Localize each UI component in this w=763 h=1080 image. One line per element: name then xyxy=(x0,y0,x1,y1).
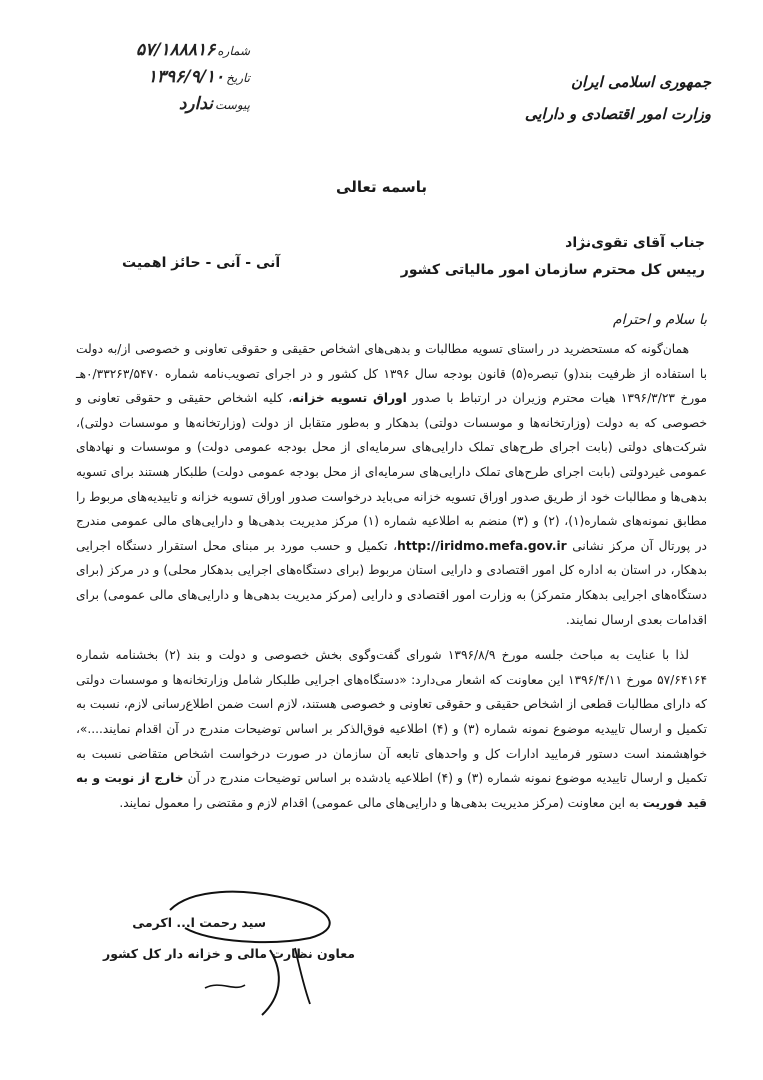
greeting: با سلام و احترام xyxy=(612,312,707,328)
letter-date: ۱۳۹۶/۹/۱۰ xyxy=(147,67,225,87)
recipient-name: جناب آقای تقوی‌نژاد xyxy=(565,235,705,251)
letter-number-label: شماره xyxy=(217,44,250,58)
letterhead-ministry: وزارت امور اقتصادی و دارایی xyxy=(524,105,711,123)
signatory-name: سید رحمت ا... اکرمی xyxy=(132,915,266,930)
recipient-block xyxy=(385,230,705,284)
body-paragraph-1: همان‌گونه که مستحضرید در راستای تسویه مطالبات و بدهی‌های اشخاص حقیقی و حقوقی تعاونی و خصوصی از/به دولت با استفاده از ظرفیت بند(و) تبصره(۵) قانون بودجه سال ۱۳۹۶ کل کشور و در اجرای تصویب‌نامه شماره ۰/۳۳۲۶۳/۵۴۷۰هـ مورخ ۱۳۹۶/۳/۲۳ هیات محترم وزیران در ارتباط با صدور اوراق تسویه خزانه، کلیه اشخاص حقیقی و حقوقی تعاونی و خصوصی که به دولت (وزارتخانه‌ها و موسسات دولتی) بدهکار و به‌طور متقابل از دولت (وزارتخانه‌ها و موسسات دولتی)، شرکت‌های دولتی (بابت اجرای طرح‌های تملک دارایی‌های سرمایه‌ای از محل بودجه عمومی دولت) و موسسات و نهادهای عمومی غیردولتی (بابت اجرای طرح‌های تملک دارایی‌های سرمایه‌ای از محل بودجه عمومی دولت) طلبکار هستند برای تسویه بدهی‌ها و مطالبات خود از طریق صدور اوراق تسویه خزانه می‌باید درخواست صدور اوراق تسویه خزانه و تاییدیه‌های مربوط را مطابق نمونه‌های شماره(۱)، (۲) و (۳) منضم به اطلاعیه شماره (۱) مرکز مدیریت بدهی‌ها و دارایی‌های مالی عمومی مندرج در پورتال آن مرکز نشانی http://iridmo.mefa.gov.ir، تکمیل و حسب مورد بر مبنای محل استقرار دستگاه اجرایی بدهکار، در استان به اداره کل امور اقتصادی و دارایی استان مربوط (برای دستگاه‌های اجرایی بدهکار محلی) و در مرکز (برای دستگاه‌های اجرایی بدهکار متمرکز) به وزارت امور اقتصادی و دارایی (مرکز مدیریت بدهی‌ها و دارایی‌های مالی عمومی) برای اقدامات بعدی ارسال نمایند. xyxy=(76,342,708,627)
letterhead-country: جمهوری اسلامی ایران xyxy=(570,73,711,91)
emphasis-treasury-bonds: اوراق تسویه خزانه xyxy=(292,391,407,406)
letter-number-row xyxy=(100,40,250,67)
body-paragraph-2: لذا با عنایت به مباحث جلسه مورخ ۱۳۹۶/۸/۹ شورای گفت‌وگوی بخش خصوصی و دولت و بند (۲) بخشنامه شماره ۵۷/۶۴۱۶۴ مورخ ۱۳۹۶/۴/۱۱ این معاونت که اشعار می‌دارد: «دستگاه‌های اجرایی طلبکار شامل وزارتخانه‌ها و موسسات دولتی که دارای مطالبات قطعی از اشخاص حقیقی و حقوقی تعاونی و خصوصی هستند، لازم است ضمن اطلاع‌رسانی لازم، نسبت به تکمیل و ارسال تاییدیه موضوع نمونه شماره (۳) و (۴) اطلاعیه فوق‌الذکر بر اساس توضیحات مندرج در آن اقدام نمایند....»، خواهشمند است دستور فرمایید ادارات کل و واحدهای تابعه آن سازمان در صورت درخواست اشخاص متقاضی نسبت به تکمیل و ارسال تاییدیه موضوع نمونه شماره (۳) و (۴) اطلاعیه یادشده بر اساس توضیحات مندرج در آن خارج از نوبت و به قید فوریت به این معاونت (مرکز مدیریت بدهی‌ها و دارایی‌های مالی عمومی) اقدام لازم و مقتضی را معمول نمایند. xyxy=(76,648,708,810)
urgency-note: آنی - آنی - حائز اهمیت xyxy=(122,255,281,271)
letter-attachment-row xyxy=(100,94,250,121)
letter-heading: باسمه تعالی xyxy=(336,178,427,196)
letter-attachment-label: پیوست xyxy=(215,98,250,112)
letter-meta xyxy=(100,40,250,121)
portal-url: http://iridmo.mefa.gov.ir xyxy=(397,538,567,553)
letter-number: ۵۷/۱۸۸۸۱۶ xyxy=(136,40,216,60)
letterhead-organization xyxy=(511,66,711,130)
letter-date-label: تاریخ xyxy=(226,71,250,85)
emphasis-urgent: خارج از نوبت و به قید فوریت xyxy=(76,771,707,810)
signatory-title: معاون نظارت مالی و خزانه دار کل کشور xyxy=(103,946,355,961)
recipient-title: رییس کل محترم سازمان امور مالیاتی کشور xyxy=(400,262,705,278)
letter-date-row xyxy=(100,67,250,94)
letter-body xyxy=(76,337,707,815)
letter-attachment: ندارد xyxy=(178,94,213,114)
